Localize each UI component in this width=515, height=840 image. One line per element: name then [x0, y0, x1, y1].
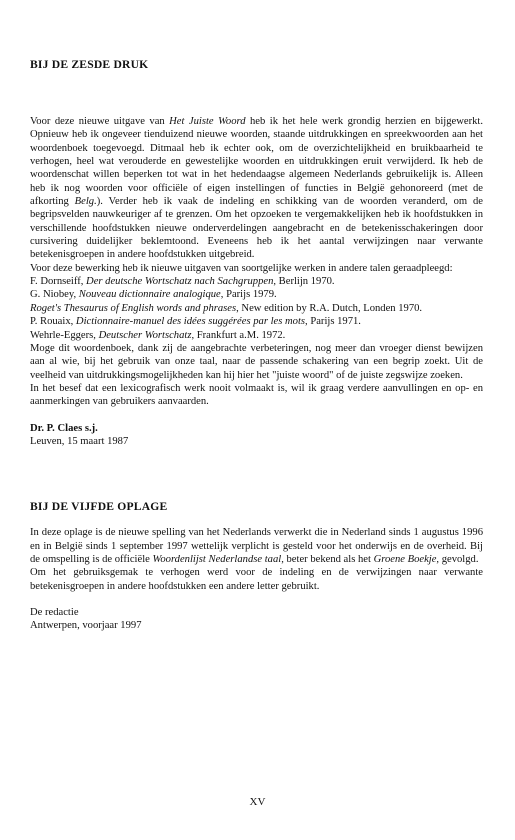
- reference-item: Wehrle-Eggers, Deutscher Wortschatz, Frankfurt a.M. 1972.: [30, 329, 286, 341]
- signature-fifth-printing: [30, 606, 483, 633]
- book-title: Het Juiste Woord: [169, 116, 246, 127]
- paragraph-usability: Om het gebruiksgemak te verhogen werd voor de indeling en de verwijzingen naar verwante betekenisgroepen in andere hoofdstukken een andere letter gebruikt.: [30, 567, 483, 592]
- paragraph-feedback: In het besef dat een lexicografisch werk nooit volmaakt is, wil ik graag verdere aanvullingen en op- en aanmerkingen van gebruikers aanvaarden.: [30, 382, 483, 408]
- preface-sixth-edition: [30, 115, 483, 409]
- signature-place-date: Antwerpen, voorjaar 1997: [30, 620, 142, 632]
- paragraph-intro: Voor deze nieuwe uitgave van Het Juiste Woord heb ik het hele werk grondig herzien en bijgewerkt. Opnieuw heb ik ongeveer tienduizend nieuwe woorden, staande uitdrukkingen en spreekwoorden aan het woordenboek toegevoegd. Ditmaal heb ik echter ook, om de overzichtelijkheid en bruikbaarheid te verhogen, heel wat verouderde en gewestelijke woorden en uitdrukkingen eruit verwijderd. Ik heb de woordenschat willen beperken tot wat in het hedendaagse algemeen Nederlands gebruikelijk is. Alleen heb ik nog woorden voor officiële of eigen instellingen of functies in België gehonoreerd (met de afkorting Belg.). Verder heb ik vaak de indeling en schikking van de woorden veranderd, om de begripsvelden nauwkeuriger af te grenzen. Om het opzoeken te vergemakkelijken heb ik hoofdstukken in verschillende hoofdstukken nieuwe onderverdelingen aangebracht en de betekenisschakeringen door cursivering duidelijker beklemtoond. Eveneens heb ik het aantal verwijzingen naar verwante betekenisgroepen in andere hoofdstukken uitgebreid.: [30, 116, 484, 261]
- section-title-zesde-druk: BIJ DE ZESDE DRUK: [30, 58, 149, 71]
- paragraph-wish: Moge dit woordenboek, dank zij de aangebrachte verbeteringen, nog meer dan vroeger dienst bewijzen aan al wie, bij het gebruik van onze taal, naar de passende schakering van een begrip zoekt. Uit de veelheid van uitdrukkingsmogelijkheden kan hij hier het "juiste woord" of de juiste zegswijze zoeken.: [30, 342, 483, 381]
- signature-place-date: Leuven, 15 maart 1987: [30, 435, 129, 447]
- paragraph-spelling: In deze oplage is de nieuwe spelling van het Nederlands verwerkt die in Nederland sinds 1 augustus 1996 en in België sinds 1 september 1997 wettelijk verplicht is gesteld voor het onderwijs en de overheid. Bij de omspelling is de officiële Woordenlijst Nederlandse taal, beter bekend als het Groene Boekje, gevolgd.: [30, 527, 483, 565]
- signature-name: Dr. P. Claes s.j.: [30, 422, 98, 434]
- abbreviation-belg: Belg.: [74, 196, 97, 208]
- reference-item: F. Dornseiff, Der deutsche Wortschatz nach Sachgruppen, Berlijn 1970.: [30, 276, 335, 288]
- section-title-vijfde-oplage: BIJ DE VIJFDE OPLAGE: [30, 500, 168, 514]
- reference-item: P. Rouaix, Dictionnaire-manuel des idées suggérées par les mots, Parijs 1971.: [30, 316, 361, 328]
- signature-name: De redactie: [30, 606, 79, 618]
- reference-item: G. Niobey, Nouveau dictionnaire analogique, Parijs 1979.: [30, 289, 277, 301]
- paragraph-sources: Voor deze bewerking heb ik nieuwe uitgaven van soortgelijke werken in andere talen geraadpleegd:: [30, 262, 453, 274]
- reference-item: Roget's Thesaurus of English words and phrases, New edition by R.A. Dutch, Londen 1970.: [30, 302, 423, 314]
- word-list-title: Woordenlijst Nederlandse taal: [152, 553, 282, 565]
- signature-sixth-edition: [30, 422, 483, 449]
- groene-boekje-title: Groene Boekje: [373, 553, 437, 565]
- page-number: XV: [249, 796, 266, 808]
- preface-fifth-printing: [30, 526, 483, 593]
